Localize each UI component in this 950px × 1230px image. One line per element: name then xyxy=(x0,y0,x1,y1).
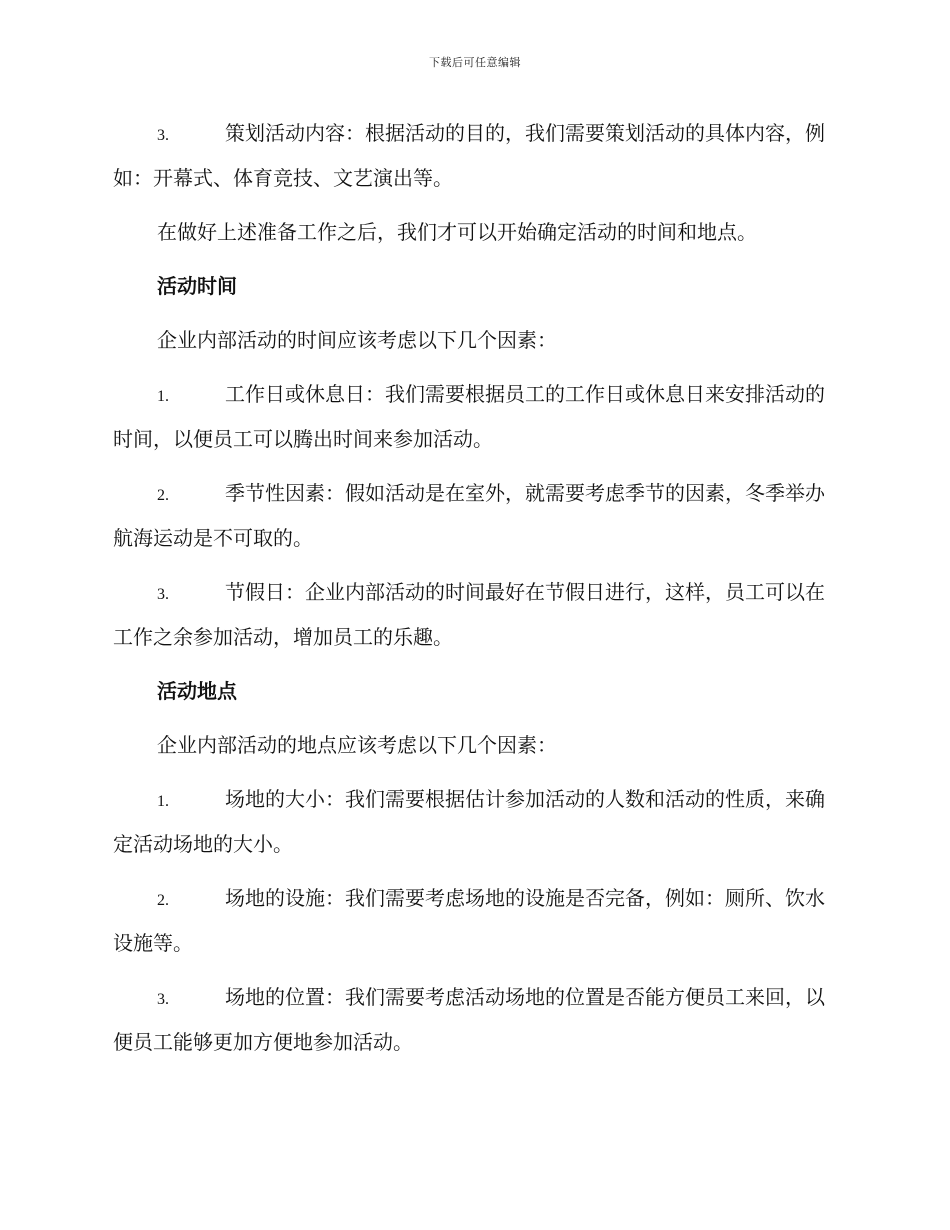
list-text: 场地的位置：我们需要考虑活动场地的位置是否能方便员工来回，以便员工能够更加方便地参加活动。 xyxy=(113,985,825,1054)
list-number: 1. xyxy=(157,793,169,810)
list-text: 策划活动内容：根据活动的目的，我们需要策划活动的具体内容，例如：开幕式、体育竞技、文艺演出等。 xyxy=(113,121,825,190)
list-item xyxy=(113,877,835,964)
list-text: 季节性因素：假如活动是在室外，就需要考虑季节的因素，冬季举办航海运动是不可取的。 xyxy=(113,481,825,550)
paragraph: 企业内部活动的时间应该考虑以下几个因素： xyxy=(157,328,557,352)
list-item xyxy=(113,472,835,559)
list-text: 场地的大小：我们需要根据估计参加活动的人数和活动的性质，来确定活动场地的大小。 xyxy=(113,787,825,856)
paragraph: 在做好上述准备工作之后，我们才可以开始确定活动的时间和地点。 xyxy=(157,220,757,244)
list-number: 2. xyxy=(157,487,169,504)
section-heading-time: 活动时间 xyxy=(157,274,237,298)
list-text: 工作日或休息日：我们需要根据员工的工作日或休息日来安排活动的时间，以便员工可以腾出时间来参加活动。 xyxy=(113,382,825,451)
list-item xyxy=(113,778,835,865)
paragraph: 企业内部活动的地点应该考虑以下几个因素： xyxy=(157,733,557,757)
section-heading-place: 活动地点 xyxy=(157,679,237,703)
list-number: 1. xyxy=(157,388,169,405)
list-item xyxy=(113,571,835,658)
list-text: 场地的设施：我们需要考虑场地的设施是否完备，例如：厕所、饮水设施等。 xyxy=(113,886,825,955)
list-number: 2. xyxy=(157,892,169,909)
document-body xyxy=(113,112,835,1075)
list-item xyxy=(113,373,835,460)
list-text: 节假日：企业内部活动的时间最好在节假日进行，这样，员工可以在工作之余参加活动，增加员工的乐趣。 xyxy=(113,580,825,649)
list-number: 3. xyxy=(157,991,169,1008)
list-number: 3. xyxy=(157,127,169,144)
list-item xyxy=(113,976,835,1063)
page-header: 下载后可任意编辑 xyxy=(429,56,521,69)
list-item xyxy=(113,112,835,199)
list-number: 3. xyxy=(157,586,169,603)
